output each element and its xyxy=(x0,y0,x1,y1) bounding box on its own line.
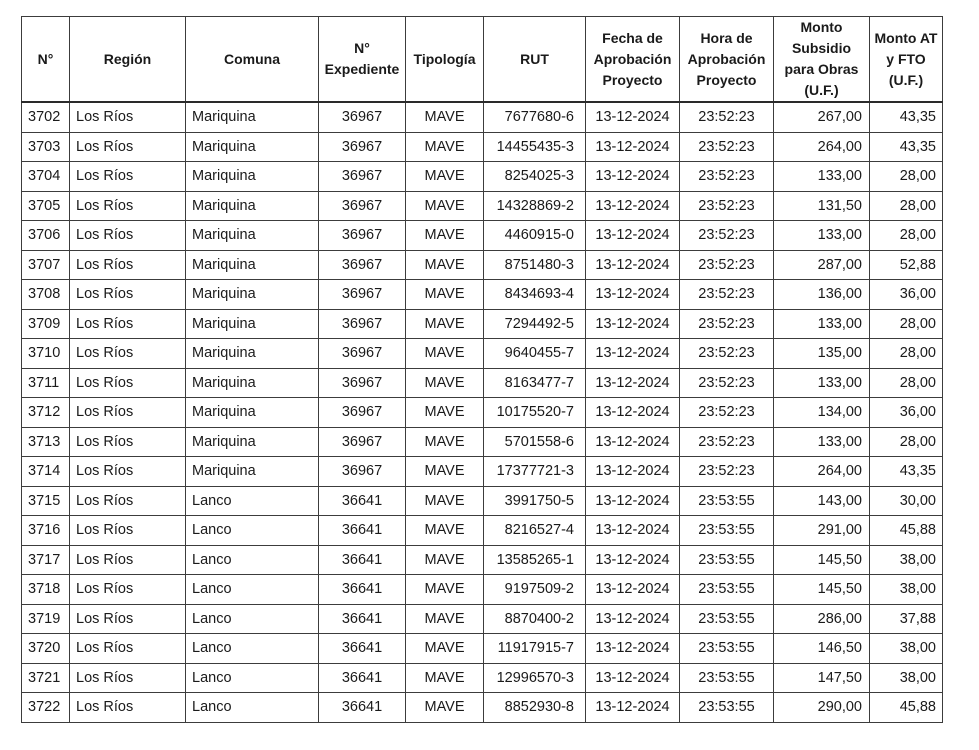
cell-hora: 23:52:23 xyxy=(680,162,774,192)
cell-fecha: 13-12-2024 xyxy=(586,457,680,487)
cell-num: 3714 xyxy=(22,457,70,487)
cell-hora: 23:52:23 xyxy=(680,191,774,221)
cell-at-fto: 28,00 xyxy=(870,427,943,457)
cell-fecha: 13-12-2024 xyxy=(586,516,680,546)
cell-subsidio: 134,00 xyxy=(774,398,870,428)
cell-comuna: Mariquina xyxy=(186,191,319,221)
cell-region: Los Ríos xyxy=(70,604,186,634)
cell-tipologia: MAVE xyxy=(406,191,484,221)
cell-hora: 23:52:23 xyxy=(680,250,774,280)
cell-region: Los Ríos xyxy=(70,102,186,132)
table-body xyxy=(22,102,943,722)
cell-subsidio: 136,00 xyxy=(774,280,870,310)
cell-hora: 23:52:23 xyxy=(680,132,774,162)
cell-subsidio: 133,00 xyxy=(774,162,870,192)
cell-expediente: 36967 xyxy=(319,339,406,369)
cell-region: Los Ríos xyxy=(70,634,186,664)
cell-region: Los Ríos xyxy=(70,162,186,192)
cell-num: 3716 xyxy=(22,516,70,546)
cell-expediente: 36967 xyxy=(319,102,406,132)
cell-at-fto: 45,88 xyxy=(870,693,943,723)
cell-comuna: Mariquina xyxy=(186,102,319,132)
cell-expediente: 36641 xyxy=(319,545,406,575)
cell-fecha: 13-12-2024 xyxy=(586,132,680,162)
cell-tipologia: MAVE xyxy=(406,398,484,428)
cell-comuna: Mariquina xyxy=(186,250,319,280)
cell-tipologia: MAVE xyxy=(406,102,484,132)
cell-num: 3720 xyxy=(22,634,70,664)
cell-fecha: 13-12-2024 xyxy=(586,693,680,723)
cell-subsidio: 133,00 xyxy=(774,309,870,339)
header-comuna: Comuna xyxy=(186,17,319,103)
cell-tipologia: MAVE xyxy=(406,486,484,516)
cell-tipologia: MAVE xyxy=(406,280,484,310)
cell-rut: 8163477-7 xyxy=(484,368,586,398)
cell-rut: 3991750-5 xyxy=(484,486,586,516)
cell-num: 3715 xyxy=(22,486,70,516)
cell-rut: 13585265-1 xyxy=(484,545,586,575)
cell-rut: 8216527-4 xyxy=(484,516,586,546)
cell-comuna: Mariquina xyxy=(186,368,319,398)
header-tipologia: Tipología xyxy=(406,17,484,103)
cell-tipologia: MAVE xyxy=(406,368,484,398)
header-num: N° xyxy=(22,17,70,103)
cell-comuna: Lanco xyxy=(186,575,319,605)
cell-subsidio: 135,00 xyxy=(774,339,870,369)
cell-expediente: 36967 xyxy=(319,280,406,310)
table-row xyxy=(22,693,943,723)
cell-rut: 14455435-3 xyxy=(484,132,586,162)
cell-hora: 23:53:55 xyxy=(680,634,774,664)
cell-num: 3709 xyxy=(22,309,70,339)
cell-expediente: 36641 xyxy=(319,575,406,605)
cell-hora: 23:53:55 xyxy=(680,516,774,546)
cell-hora: 23:52:23 xyxy=(680,102,774,132)
cell-region: Los Ríos xyxy=(70,191,186,221)
cell-region: Los Ríos xyxy=(70,575,186,605)
cell-region: Los Ríos xyxy=(70,545,186,575)
cell-region: Los Ríos xyxy=(70,309,186,339)
cell-tipologia: MAVE xyxy=(406,604,484,634)
cell-num: 3708 xyxy=(22,280,70,310)
cell-hora: 23:53:55 xyxy=(680,545,774,575)
table-row xyxy=(22,604,943,634)
cell-subsidio: 290,00 xyxy=(774,693,870,723)
cell-num: 3713 xyxy=(22,427,70,457)
cell-comuna: Mariquina xyxy=(186,339,319,369)
cell-subsidio: 286,00 xyxy=(774,604,870,634)
cell-num: 3719 xyxy=(22,604,70,634)
cell-tipologia: MAVE xyxy=(406,516,484,546)
cell-expediente: 36641 xyxy=(319,693,406,723)
cell-subsidio: 133,00 xyxy=(774,221,870,251)
cell-expediente: 36967 xyxy=(319,132,406,162)
cell-expediente: 36641 xyxy=(319,663,406,693)
cell-hora: 23:53:55 xyxy=(680,575,774,605)
cell-comuna: Lanco xyxy=(186,545,319,575)
cell-expediente: 36967 xyxy=(319,427,406,457)
cell-hora: 23:52:23 xyxy=(680,280,774,310)
cell-rut: 9197509-2 xyxy=(484,575,586,605)
cell-num: 3722 xyxy=(22,693,70,723)
cell-rut: 17377721-3 xyxy=(484,457,586,487)
cell-num: 3705 xyxy=(22,191,70,221)
cell-rut: 12996570-3 xyxy=(484,663,586,693)
cell-tipologia: MAVE xyxy=(406,250,484,280)
table-row xyxy=(22,398,943,428)
cell-tipologia: MAVE xyxy=(406,457,484,487)
cell-at-fto: 28,00 xyxy=(870,339,943,369)
cell-num: 3718 xyxy=(22,575,70,605)
cell-at-fto: 43,35 xyxy=(870,457,943,487)
table-row xyxy=(22,516,943,546)
cell-hora: 23:53:55 xyxy=(680,663,774,693)
cell-fecha: 13-12-2024 xyxy=(586,427,680,457)
header-at-fto: Monto AT y FTO (U.F.) xyxy=(870,17,943,103)
cell-fecha: 13-12-2024 xyxy=(586,575,680,605)
cell-fecha: 13-12-2024 xyxy=(586,368,680,398)
table-row xyxy=(22,280,943,310)
table-row xyxy=(22,309,943,339)
cell-fecha: 13-12-2024 xyxy=(586,604,680,634)
cell-num: 3721 xyxy=(22,663,70,693)
cell-comuna: Lanco xyxy=(186,486,319,516)
cell-subsidio: 133,00 xyxy=(774,427,870,457)
cell-rut: 9640455-7 xyxy=(484,339,586,369)
cell-at-fto: 38,00 xyxy=(870,663,943,693)
cell-tipologia: MAVE xyxy=(406,221,484,251)
cell-rut: 8751480-3 xyxy=(484,250,586,280)
table-row xyxy=(22,486,943,516)
cell-fecha: 13-12-2024 xyxy=(586,250,680,280)
cell-expediente: 36967 xyxy=(319,398,406,428)
cell-tipologia: MAVE xyxy=(406,663,484,693)
cell-region: Los Ríos xyxy=(70,339,186,369)
header-region: Región xyxy=(70,17,186,103)
cell-region: Los Ríos xyxy=(70,368,186,398)
cell-tipologia: MAVE xyxy=(406,545,484,575)
cell-num: 3712 xyxy=(22,398,70,428)
table-row xyxy=(22,191,943,221)
header-hora: Hora de Aprobación Proyecto xyxy=(680,17,774,103)
cell-rut: 5701558-6 xyxy=(484,427,586,457)
cell-tipologia: MAVE xyxy=(406,634,484,664)
cell-at-fto: 38,00 xyxy=(870,545,943,575)
cell-comuna: Mariquina xyxy=(186,221,319,251)
cell-rut: 7677680-6 xyxy=(484,102,586,132)
cell-at-fto: 45,88 xyxy=(870,516,943,546)
cell-expediente: 36967 xyxy=(319,191,406,221)
cell-fecha: 13-12-2024 xyxy=(586,309,680,339)
cell-expediente: 36967 xyxy=(319,221,406,251)
cell-fecha: 13-12-2024 xyxy=(586,102,680,132)
cell-region: Los Ríos xyxy=(70,486,186,516)
cell-subsidio: 145,50 xyxy=(774,575,870,605)
cell-subsidio: 131,50 xyxy=(774,191,870,221)
cell-hora: 23:52:23 xyxy=(680,427,774,457)
cell-region: Los Ríos xyxy=(70,693,186,723)
header-rut: RUT xyxy=(484,17,586,103)
cell-at-fto: 36,00 xyxy=(870,280,943,310)
subsidy-table xyxy=(21,16,943,723)
table-row xyxy=(22,663,943,693)
cell-fecha: 13-12-2024 xyxy=(586,545,680,575)
cell-num: 3703 xyxy=(22,132,70,162)
cell-at-fto: 28,00 xyxy=(870,221,943,251)
cell-subsidio: 143,00 xyxy=(774,486,870,516)
cell-subsidio: 267,00 xyxy=(774,102,870,132)
cell-hora: 23:52:23 xyxy=(680,339,774,369)
table-row xyxy=(22,368,943,398)
table-row xyxy=(22,545,943,575)
table-row xyxy=(22,575,943,605)
cell-comuna: Mariquina xyxy=(186,309,319,339)
cell-subsidio: 133,00 xyxy=(774,368,870,398)
cell-region: Los Ríos xyxy=(70,398,186,428)
table-row xyxy=(22,250,943,280)
cell-expediente: 36641 xyxy=(319,634,406,664)
cell-num: 3711 xyxy=(22,368,70,398)
cell-at-fto: 28,00 xyxy=(870,191,943,221)
cell-subsidio: 146,50 xyxy=(774,634,870,664)
cell-region: Los Ríos xyxy=(70,427,186,457)
cell-fecha: 13-12-2024 xyxy=(586,663,680,693)
cell-tipologia: MAVE xyxy=(406,427,484,457)
cell-num: 3717 xyxy=(22,545,70,575)
cell-at-fto: 43,35 xyxy=(870,132,943,162)
table-row xyxy=(22,457,943,487)
cell-hora: 23:52:23 xyxy=(680,398,774,428)
cell-rut: 11917915-7 xyxy=(484,634,586,664)
cell-rut: 14328869-2 xyxy=(484,191,586,221)
cell-comuna: Mariquina xyxy=(186,427,319,457)
cell-at-fto: 52,88 xyxy=(870,250,943,280)
cell-expediente: 36641 xyxy=(319,516,406,546)
cell-hora: 23:52:23 xyxy=(680,368,774,398)
cell-rut: 8254025-3 xyxy=(484,162,586,192)
cell-region: Los Ríos xyxy=(70,250,186,280)
table-row xyxy=(22,132,943,162)
cell-comuna: Lanco xyxy=(186,663,319,693)
cell-expediente: 36967 xyxy=(319,309,406,339)
cell-expediente: 36967 xyxy=(319,250,406,280)
cell-tipologia: MAVE xyxy=(406,339,484,369)
cell-fecha: 13-12-2024 xyxy=(586,486,680,516)
cell-comuna: Mariquina xyxy=(186,398,319,428)
cell-comuna: Mariquina xyxy=(186,132,319,162)
cell-subsidio: 287,00 xyxy=(774,250,870,280)
cell-region: Los Ríos xyxy=(70,516,186,546)
cell-hora: 23:53:55 xyxy=(680,604,774,634)
cell-hora: 23:52:23 xyxy=(680,457,774,487)
cell-comuna: Lanco xyxy=(186,604,319,634)
cell-comuna: Mariquina xyxy=(186,457,319,487)
cell-tipologia: MAVE xyxy=(406,309,484,339)
header-fecha: Fecha de Aprobación Proyecto xyxy=(586,17,680,103)
cell-num: 3704 xyxy=(22,162,70,192)
cell-rut: 8852930-8 xyxy=(484,693,586,723)
cell-at-fto: 28,00 xyxy=(870,162,943,192)
table-row xyxy=(22,634,943,664)
cell-tipologia: MAVE xyxy=(406,162,484,192)
cell-subsidio: 264,00 xyxy=(774,132,870,162)
cell-tipologia: MAVE xyxy=(406,693,484,723)
cell-fecha: 13-12-2024 xyxy=(586,398,680,428)
cell-fecha: 13-12-2024 xyxy=(586,191,680,221)
cell-fecha: 13-12-2024 xyxy=(586,280,680,310)
cell-region: Los Ríos xyxy=(70,280,186,310)
cell-hora: 23:52:23 xyxy=(680,309,774,339)
cell-region: Los Ríos xyxy=(70,221,186,251)
cell-at-fto: 38,00 xyxy=(870,634,943,664)
cell-at-fto: 28,00 xyxy=(870,309,943,339)
cell-at-fto: 30,00 xyxy=(870,486,943,516)
cell-at-fto: 43,35 xyxy=(870,102,943,132)
cell-expediente: 36967 xyxy=(319,162,406,192)
cell-region: Los Ríos xyxy=(70,132,186,162)
table-row xyxy=(22,427,943,457)
cell-expediente: 36641 xyxy=(319,486,406,516)
cell-expediente: 36967 xyxy=(319,368,406,398)
table-row xyxy=(22,102,943,132)
header-row xyxy=(22,17,943,103)
cell-fecha: 13-12-2024 xyxy=(586,634,680,664)
cell-fecha: 13-12-2024 xyxy=(586,162,680,192)
cell-subsidio: 145,50 xyxy=(774,545,870,575)
cell-region: Los Ríos xyxy=(70,457,186,487)
table-row xyxy=(22,339,943,369)
cell-subsidio: 264,00 xyxy=(774,457,870,487)
cell-subsidio: 147,50 xyxy=(774,663,870,693)
cell-rut: 7294492-5 xyxy=(484,309,586,339)
cell-comuna: Lanco xyxy=(186,693,319,723)
cell-comuna: Mariquina xyxy=(186,280,319,310)
cell-fecha: 13-12-2024 xyxy=(586,221,680,251)
cell-rut: 8434693-4 xyxy=(484,280,586,310)
cell-expediente: 36641 xyxy=(319,604,406,634)
cell-hora: 23:53:55 xyxy=(680,486,774,516)
cell-num: 3702 xyxy=(22,102,70,132)
cell-num: 3706 xyxy=(22,221,70,251)
cell-region: Los Ríos xyxy=(70,663,186,693)
cell-comuna: Mariquina xyxy=(186,162,319,192)
cell-at-fto: 36,00 xyxy=(870,398,943,428)
cell-at-fto: 38,00 xyxy=(870,575,943,605)
table-row xyxy=(22,221,943,251)
header-expediente: N° Expediente xyxy=(319,17,406,103)
cell-comuna: Lanco xyxy=(186,516,319,546)
cell-at-fto: 37,88 xyxy=(870,604,943,634)
cell-at-fto: 28,00 xyxy=(870,368,943,398)
cell-rut: 8870400-2 xyxy=(484,604,586,634)
cell-tipologia: MAVE xyxy=(406,132,484,162)
cell-rut: 4460915-0 xyxy=(484,221,586,251)
table-header xyxy=(22,17,943,103)
cell-num: 3707 xyxy=(22,250,70,280)
header-subsidio: Monto Subsidio para Obras (U.F.) xyxy=(774,17,870,103)
cell-comuna: Lanco xyxy=(186,634,319,664)
table-row xyxy=(22,162,943,192)
cell-fecha: 13-12-2024 xyxy=(586,339,680,369)
cell-subsidio: 291,00 xyxy=(774,516,870,546)
cell-expediente: 36967 xyxy=(319,457,406,487)
cell-hora: 23:52:23 xyxy=(680,221,774,251)
cell-rut: 10175520-7 xyxy=(484,398,586,428)
cell-hora: 23:53:55 xyxy=(680,693,774,723)
cell-tipologia: MAVE xyxy=(406,575,484,605)
cell-num: 3710 xyxy=(22,339,70,369)
